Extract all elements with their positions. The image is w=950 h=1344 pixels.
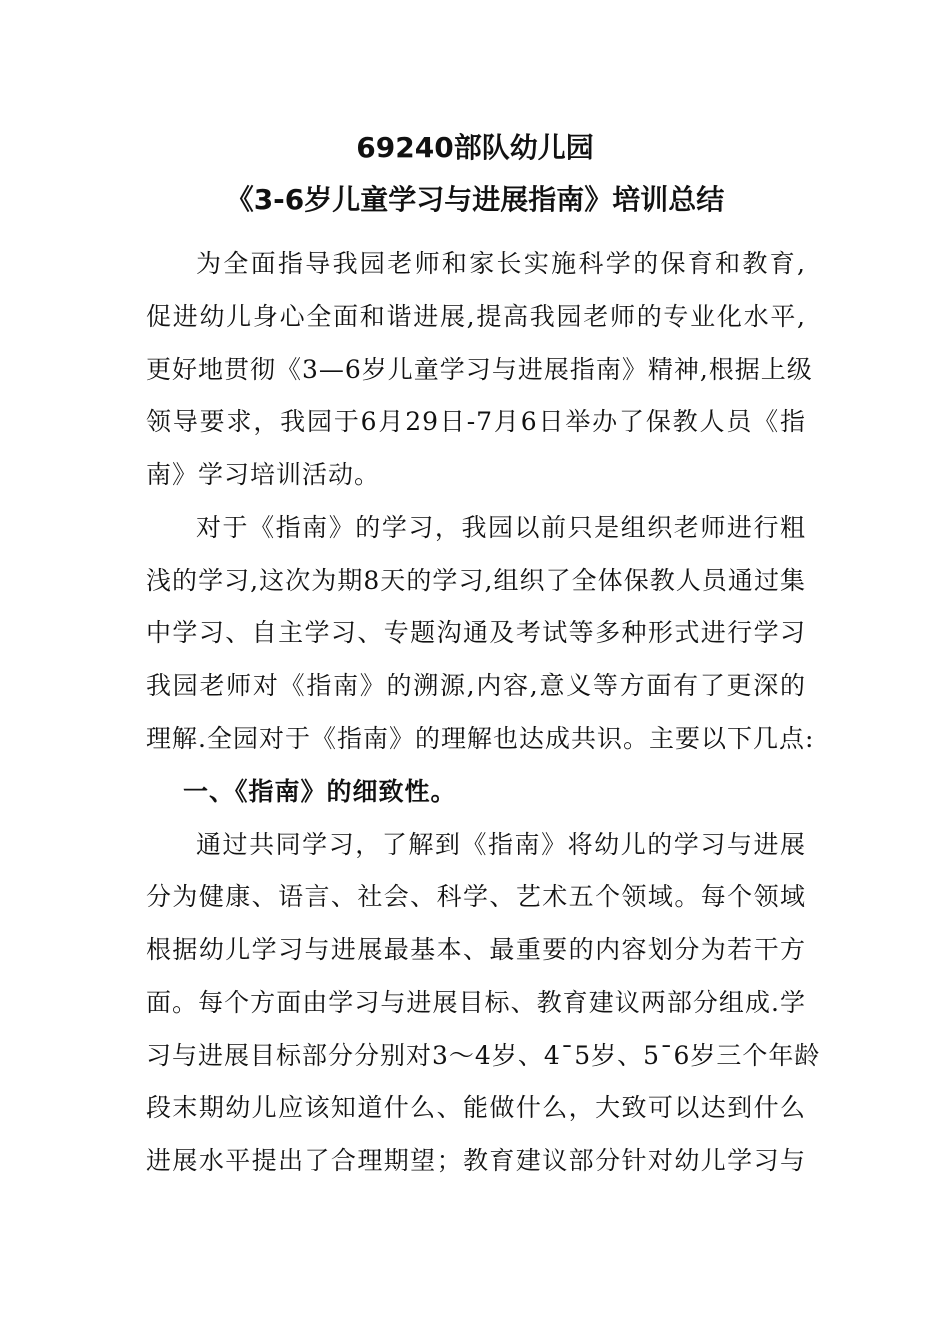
paragraph-2-line-1: 对于《指南》的学习，我园以前只是组织老师进行粗 [196, 513, 806, 542]
paragraph-2-line-2: 浅的学习,这次为期8天的学习,组织了全体保教人员通过集 [146, 566, 806, 595]
paragraph-3-line-3: 根据幼儿学习与进展最基本、最重要的内容划分为若干方 [146, 935, 806, 964]
paragraph-3-line-6: 段末期幼儿应该知道什么、能做什么，大致可以达到什么 [146, 1093, 806, 1122]
paragraph-3-line-7: 进展水平提出了合理期望；教育建议部分针对幼儿学习与 [146, 1146, 806, 1175]
paragraph-1-line-1: 为全面指导我园老师和家长实施科学的保育和教育, [196, 249, 806, 278]
paragraph-1-line-3: 更好地贯彻《3—6岁儿童学习与进展指南》精神,根据上级 [146, 355, 813, 384]
document-title: 69240部队幼儿园 [356, 131, 594, 164]
document-subtitle: 《3-6岁儿童学习与进展指南》培训总结 [225, 183, 725, 216]
section-heading-1: 一、《指南》的细致性。 [183, 777, 457, 806]
paragraph-3-line-2: 分为健康、语言、社会、科学、艺术五个领域。每个领域 [146, 882, 806, 911]
paragraph-3-line-5: 习与进展目标部分分别对3～4岁、4¯5岁、5¯6岁三个年龄 [146, 1041, 821, 1070]
paragraph-2-line-3: 中学习、自主学习、专题沟通及考试等多种形式进行学习 [146, 618, 806, 647]
paragraph-1-line-5: 南》学习培训活动。 [146, 460, 381, 489]
paragraph-3-line-1: 通过共同学习，了解到《指南》将幼儿的学习与进展 [196, 830, 806, 859]
paragraph-1-line-2: 促进幼儿身心全面和谐进展,提高我园老师的专业化水平, [146, 302, 806, 331]
paragraph-2-line-5: 理解.全园对于《指南》的理解也达成共识。主要以下几点: [146, 724, 815, 753]
paragraph-2-line-4: 我园老师对《指南》的溯源,内容,意义等方面有了更深的 [146, 671, 806, 700]
paragraph-3-line-4: 面。每个方面由学习与进展目标、教育建议两部分组成.学 [146, 988, 806, 1017]
paragraph-1-line-4: 领导要求，我园于6月29日-7月6日举办了保教人员《指 [146, 407, 806, 436]
